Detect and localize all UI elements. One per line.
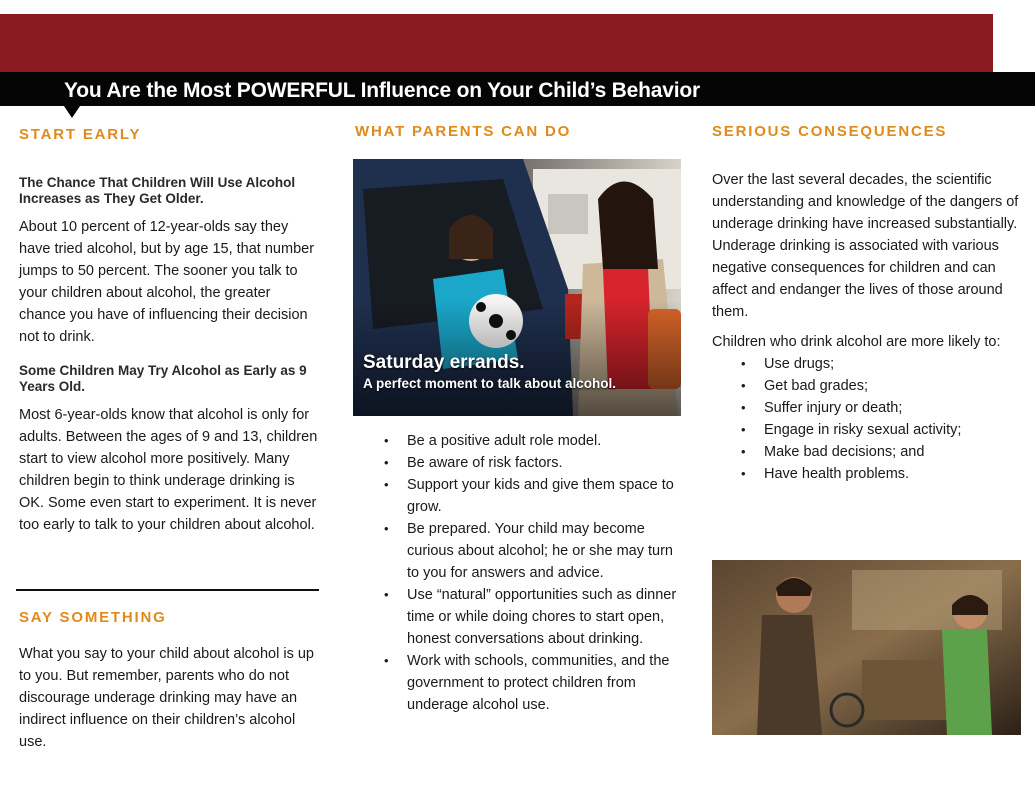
- column-what-parents: [355, 122, 681, 142]
- column-serious: [712, 122, 1022, 485]
- photo-caption-sub: A perfect moment to talk about alcohol.: [363, 376, 617, 391]
- photo-father-son: [712, 560, 1021, 735]
- photo-mother-daughter: [353, 159, 681, 416]
- heading-say-something: SAY SOMETHING: [19, 609, 167, 626]
- photo-caption-main: Saturday errands.: [363, 352, 525, 373]
- list-item: • Work with schools, communities, and the government to protect children from underage alcohol use.: [355, 650, 681, 716]
- column-start-early: [19, 122, 319, 536]
- header-band: [0, 14, 993, 72]
- consequences-list: [712, 353, 1022, 485]
- list-item: • Be a positive adult role model.: [355, 430, 681, 452]
- heading-serious: SERIOUS CONSEQUENCES: [712, 123, 948, 140]
- list-item: • Suffer injury or death;: [712, 397, 1022, 419]
- list-item: • Support your kids and give them space to grow.: [355, 474, 681, 518]
- subhead-nine-years: Some Children May Try Alcohol as Early as 9 Years Old.: [19, 363, 307, 394]
- list-item: • Use “natural” opportunities such as dinner time or while doing chores to start open, honest conversations about drinking.: [355, 584, 681, 650]
- list-item: • Use drugs;: [712, 353, 1022, 375]
- section-divider: [16, 589, 319, 591]
- heading-start-early: START EARLY: [19, 126, 142, 143]
- heading-what-parents: WHAT PARENTS CAN DO: [355, 123, 572, 140]
- page-title: You Are the Most POWERFUL Influence on Your Child’s Behavior: [64, 79, 700, 102]
- what-parents-list: [355, 430, 681, 716]
- list-item: • Get bad grades;: [712, 375, 1022, 397]
- title-pointer: [64, 106, 80, 118]
- column-say-something: [19, 608, 319, 753]
- list-item: • Have health problems.: [712, 463, 1022, 485]
- what-parents-list-wrap: [355, 430, 681, 716]
- photo-father-son-illustration: [712, 560, 1021, 735]
- list-item: • Make bad decisions; and: [712, 441, 1022, 463]
- subhead-older: The Chance That Children Will Use Alcohol Increases as They Get Older.: [19, 175, 296, 206]
- paragraph-say-something: What you say to your child about alcohol is up to you. But remember, parents who do not discourage underage drinking may have an indirect influence on their children’s alcohol use.: [19, 646, 314, 750]
- list-item: • Engage in risky sexual activity;: [712, 419, 1022, 441]
- paragraph-older: About 10 percent of 12-year-olds say they have tried alcohol, but by age 15, that number jumps to 50 percent. The sooner you talk to your children about alcohol, the greater chance you have of influencing their decision not to drink.: [19, 219, 315, 345]
- paragraph-nine-years: Most 6-year-olds know that alcohol is only for adults. Between the ages of 9 and 13, children start to view alcohol more positively. Many children begin to think underage drinking is OK. Some even start to experiment. It is never too early to talk to your children about alcohol.: [19, 407, 318, 533]
- paragraph-more-likely: Children who drink alcohol are more likely to:: [712, 334, 1001, 350]
- list-item: • Be aware of risk factors.: [355, 452, 681, 474]
- paragraph-serious: Over the last several decades, the scientific understanding and knowledge of the dangers of underage drinking have increased substantially. Underage drinking is associated with various negative consequences for children and can affect and endanger the lives of those around them.: [712, 172, 1019, 320]
- list-item: • Be prepared. Your child may become curious about alcohol; he or she may turn to you for answers and advice.: [355, 518, 681, 584]
